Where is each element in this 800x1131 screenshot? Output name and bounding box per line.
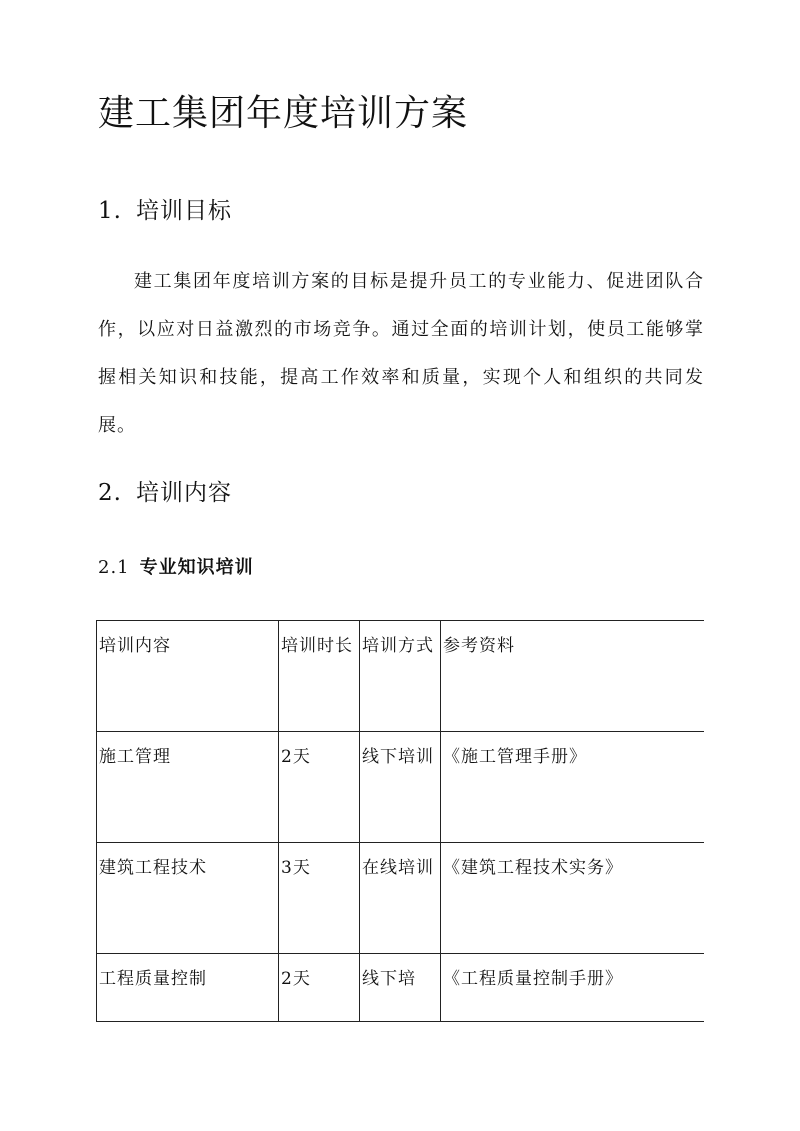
table-cell: 《建筑工程技术实务》: [441, 843, 705, 954]
section-1-title: 培训目标: [135, 198, 232, 224]
table-row: [97, 954, 705, 1023]
table-cell: 2天: [279, 954, 360, 1023]
training-table-container: [96, 620, 704, 1022]
table-header-cell: 参考资料: [441, 621, 705, 732]
table-cell: 工程质量控制: [97, 954, 279, 1023]
table-cell: 线下培训: [360, 732, 441, 843]
table-cell: 施工管理: [97, 732, 279, 843]
section-1-paragraph: 建工集团年度培训方案的目标是提升员工的专业能力、促进团队合作，以应对日益激烈的市场竞争。通过全面的培训计划，使员工能够掌握相关知识和技能，提高工作效率和质量，实现个人和组织的共同发展。: [98, 271, 704, 436]
table-header-cell: 培训内容: [97, 621, 279, 732]
table-cell: 在线培训: [360, 843, 441, 954]
document-title: 建工集团年度培训方案: [98, 93, 469, 134]
section-1-number: 1.: [98, 198, 122, 224]
table-header-cell: 培训方式: [360, 621, 441, 732]
section-2-heading: [98, 480, 232, 508]
table-header-row: [97, 621, 705, 732]
section-2-number: 2.: [98, 480, 122, 506]
table-cell: 《施工管理手册》: [441, 732, 705, 843]
subsection-2-1-number: 2.1: [98, 557, 130, 578]
section-1-heading: [98, 198, 232, 226]
table-row: [97, 732, 705, 843]
table-cell: 《工程质量控制手册》: [441, 954, 705, 1023]
table-header-cell: 培训时长: [279, 621, 360, 732]
subsection-2-1-title: 专业知识培训: [139, 557, 254, 578]
subsection-2-1-heading: [98, 557, 254, 579]
table-cell: 线下培: [360, 954, 441, 1023]
training-table: [96, 620, 704, 1022]
table-cell: 2天: [279, 732, 360, 843]
table-row: [97, 843, 705, 954]
section-2-title: 培训内容: [135, 480, 232, 506]
table-cell: 3天: [279, 843, 360, 954]
table-cell: 建筑工程技术: [97, 843, 279, 954]
